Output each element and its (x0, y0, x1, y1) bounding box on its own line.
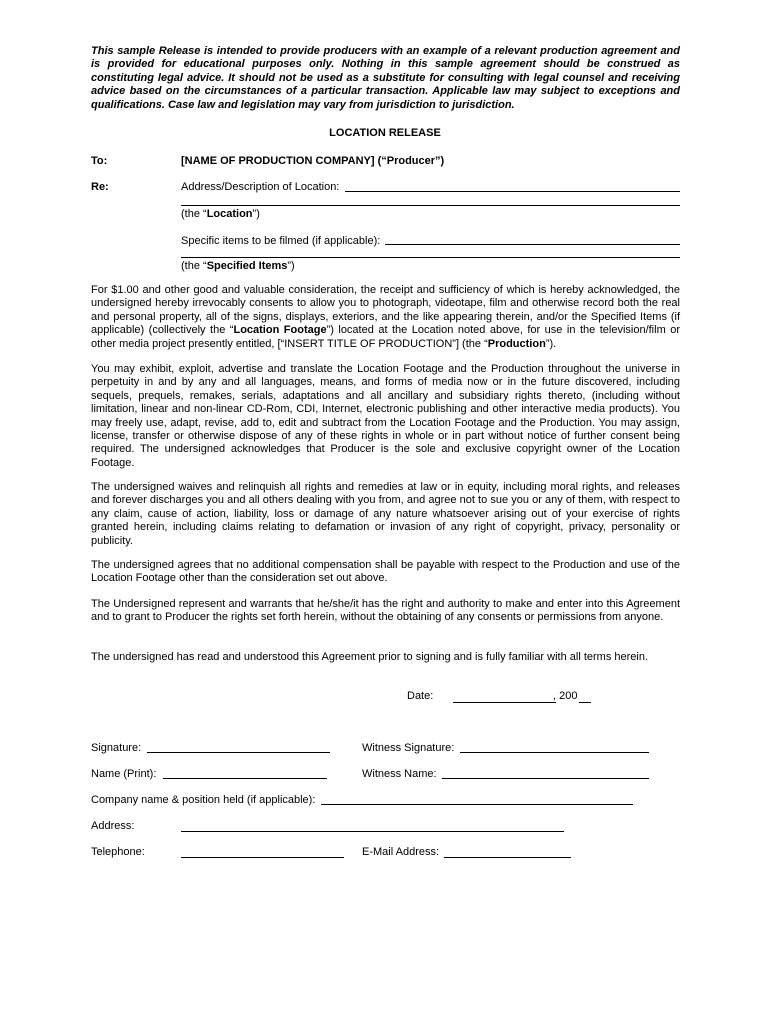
location-definition: (the “Location”) (181, 208, 260, 220)
telephone-label: Telephone: (91, 846, 145, 858)
witness-name-line[interactable] (442, 778, 649, 779)
signature-label: Signature: (91, 742, 142, 754)
address-description-line-2[interactable] (181, 205, 680, 206)
date-year-prefix: , 200 (553, 690, 578, 702)
company-line[interactable] (321, 804, 633, 805)
telephone-line[interactable] (181, 857, 344, 858)
company-label: Company name & position held (if applicable): (91, 794, 316, 806)
rights-paragraph: You may exhibit, exploit, advertise and translate the Location Footage and the Production throughout the universe in perpetuity in and by any and all languages, means, and forms of media now or in the future discovered, including sequels, prequels, remakes, serials, adaptations and all ancillary and subsidiary rights thereto, (including without limitation, linear and non-linear CD-Rom, CDI, Internet, electronic publishing and other interactive media products). You may freely use, adapt, revise, add to, edit and subtract from the Location Footage and the Production. You may assign, license, transfer or otherwise dispose of any of these rights in whole or in part without notice of further consent being required. The undersigned acknowledges that Producer is the sole and exclusive copyright owner of the Location Footage. (91, 363, 680, 469)
acknowledgement-paragraph: The undersigned has read and understood this Agreement prior to signing and is fully familiar with all terms herein. (91, 651, 649, 663)
to-label: To: (91, 155, 108, 167)
address-description-label: Address/Description of Location: (181, 181, 340, 193)
address-line[interactable] (181, 831, 564, 832)
warranty-paragraph: The Undersigned represent and warrants that he/she/it has the right and authority to make and enter into this Agreement and to grant to Producer the rights set forth herein, without the obtaining of any consents or permissions from anyone. (91, 598, 680, 624)
producer-name: [NAME OF PRODUCTION COMPANY] (“Producer”) (181, 155, 445, 167)
specified-items-line[interactable] (385, 244, 680, 245)
email-line[interactable] (444, 857, 571, 858)
specified-items-label: Specific items to be filmed (if applicable): (181, 235, 381, 247)
date-line[interactable] (453, 702, 556, 703)
date-label: Date: (407, 690, 434, 702)
witness-signature-line[interactable] (460, 752, 649, 753)
document-title: LOCATION RELEASE (329, 127, 441, 139)
specified-items-definition: (the “Specified Items”) (181, 260, 295, 272)
address-label: Address: (91, 820, 135, 832)
signature-line[interactable] (147, 752, 330, 753)
disclaimer-text: This sample Release is intended to provide producers with an example of a relevant production agreement and is provided for educational purposes only. Nothing in this sample agreement should be construed as constituting legal advice. It should not be used as a substitute for consulting with legal counsel and receiving advice based on the circumstances of a particular transaction. Applicable law may subject to exceptions and qualifications. Case law and legislation may vary from jurisdiction to jurisdiction. (91, 45, 680, 111)
date-year-line[interactable] (579, 702, 591, 703)
name-print-label: Name (Print): (91, 768, 157, 780)
witness-signature-label: Witness Signature: (362, 742, 455, 754)
email-label: E-Mail Address: (362, 846, 440, 858)
re-label: Re: (91, 181, 109, 193)
specified-items-line-2[interactable] (181, 257, 680, 258)
consideration-paragraph: For $1.00 and other good and valuable consideration, the receipt and sufficiency of which is hereby acknowledged, the undersigned hereby irrevocably consents to allow you to photograph, videotape, film and otherwise record both the real and personal property, all of the signs, displays, exteriors, and the like appearing therein, and/or the Specified Items (if applicable) (collectively the “Location Footage”) located at the Location noted above, for use in the television/film or other media project presently entitled, [“INSERT TITLE OF PRODUCTION”] (the “Production”). (91, 284, 681, 350)
compensation-paragraph: The undersigned agrees that no additional compensation shall be payable with respect to the Production and use of the Location Footage other than the consideration set out above. (91, 559, 680, 585)
address-description-line[interactable] (345, 191, 680, 192)
waiver-paragraph: The undersigned waives and relinquish all rights and remedies at law or in equity, including moral rights, and releases and forever discharges you and all others dealing with you from, and agree not to sue you or any of them, with respect to any claim, cause of action, liability, loss or damage of any nature whatsoever arising out of your exercise of rights granted herein, including claims relating to defamation or invasion of any right of copyright, privacy, personality or publicity. (91, 481, 680, 547)
witness-name-label: Witness Name: (362, 768, 437, 780)
name-print-line[interactable] (163, 778, 327, 779)
